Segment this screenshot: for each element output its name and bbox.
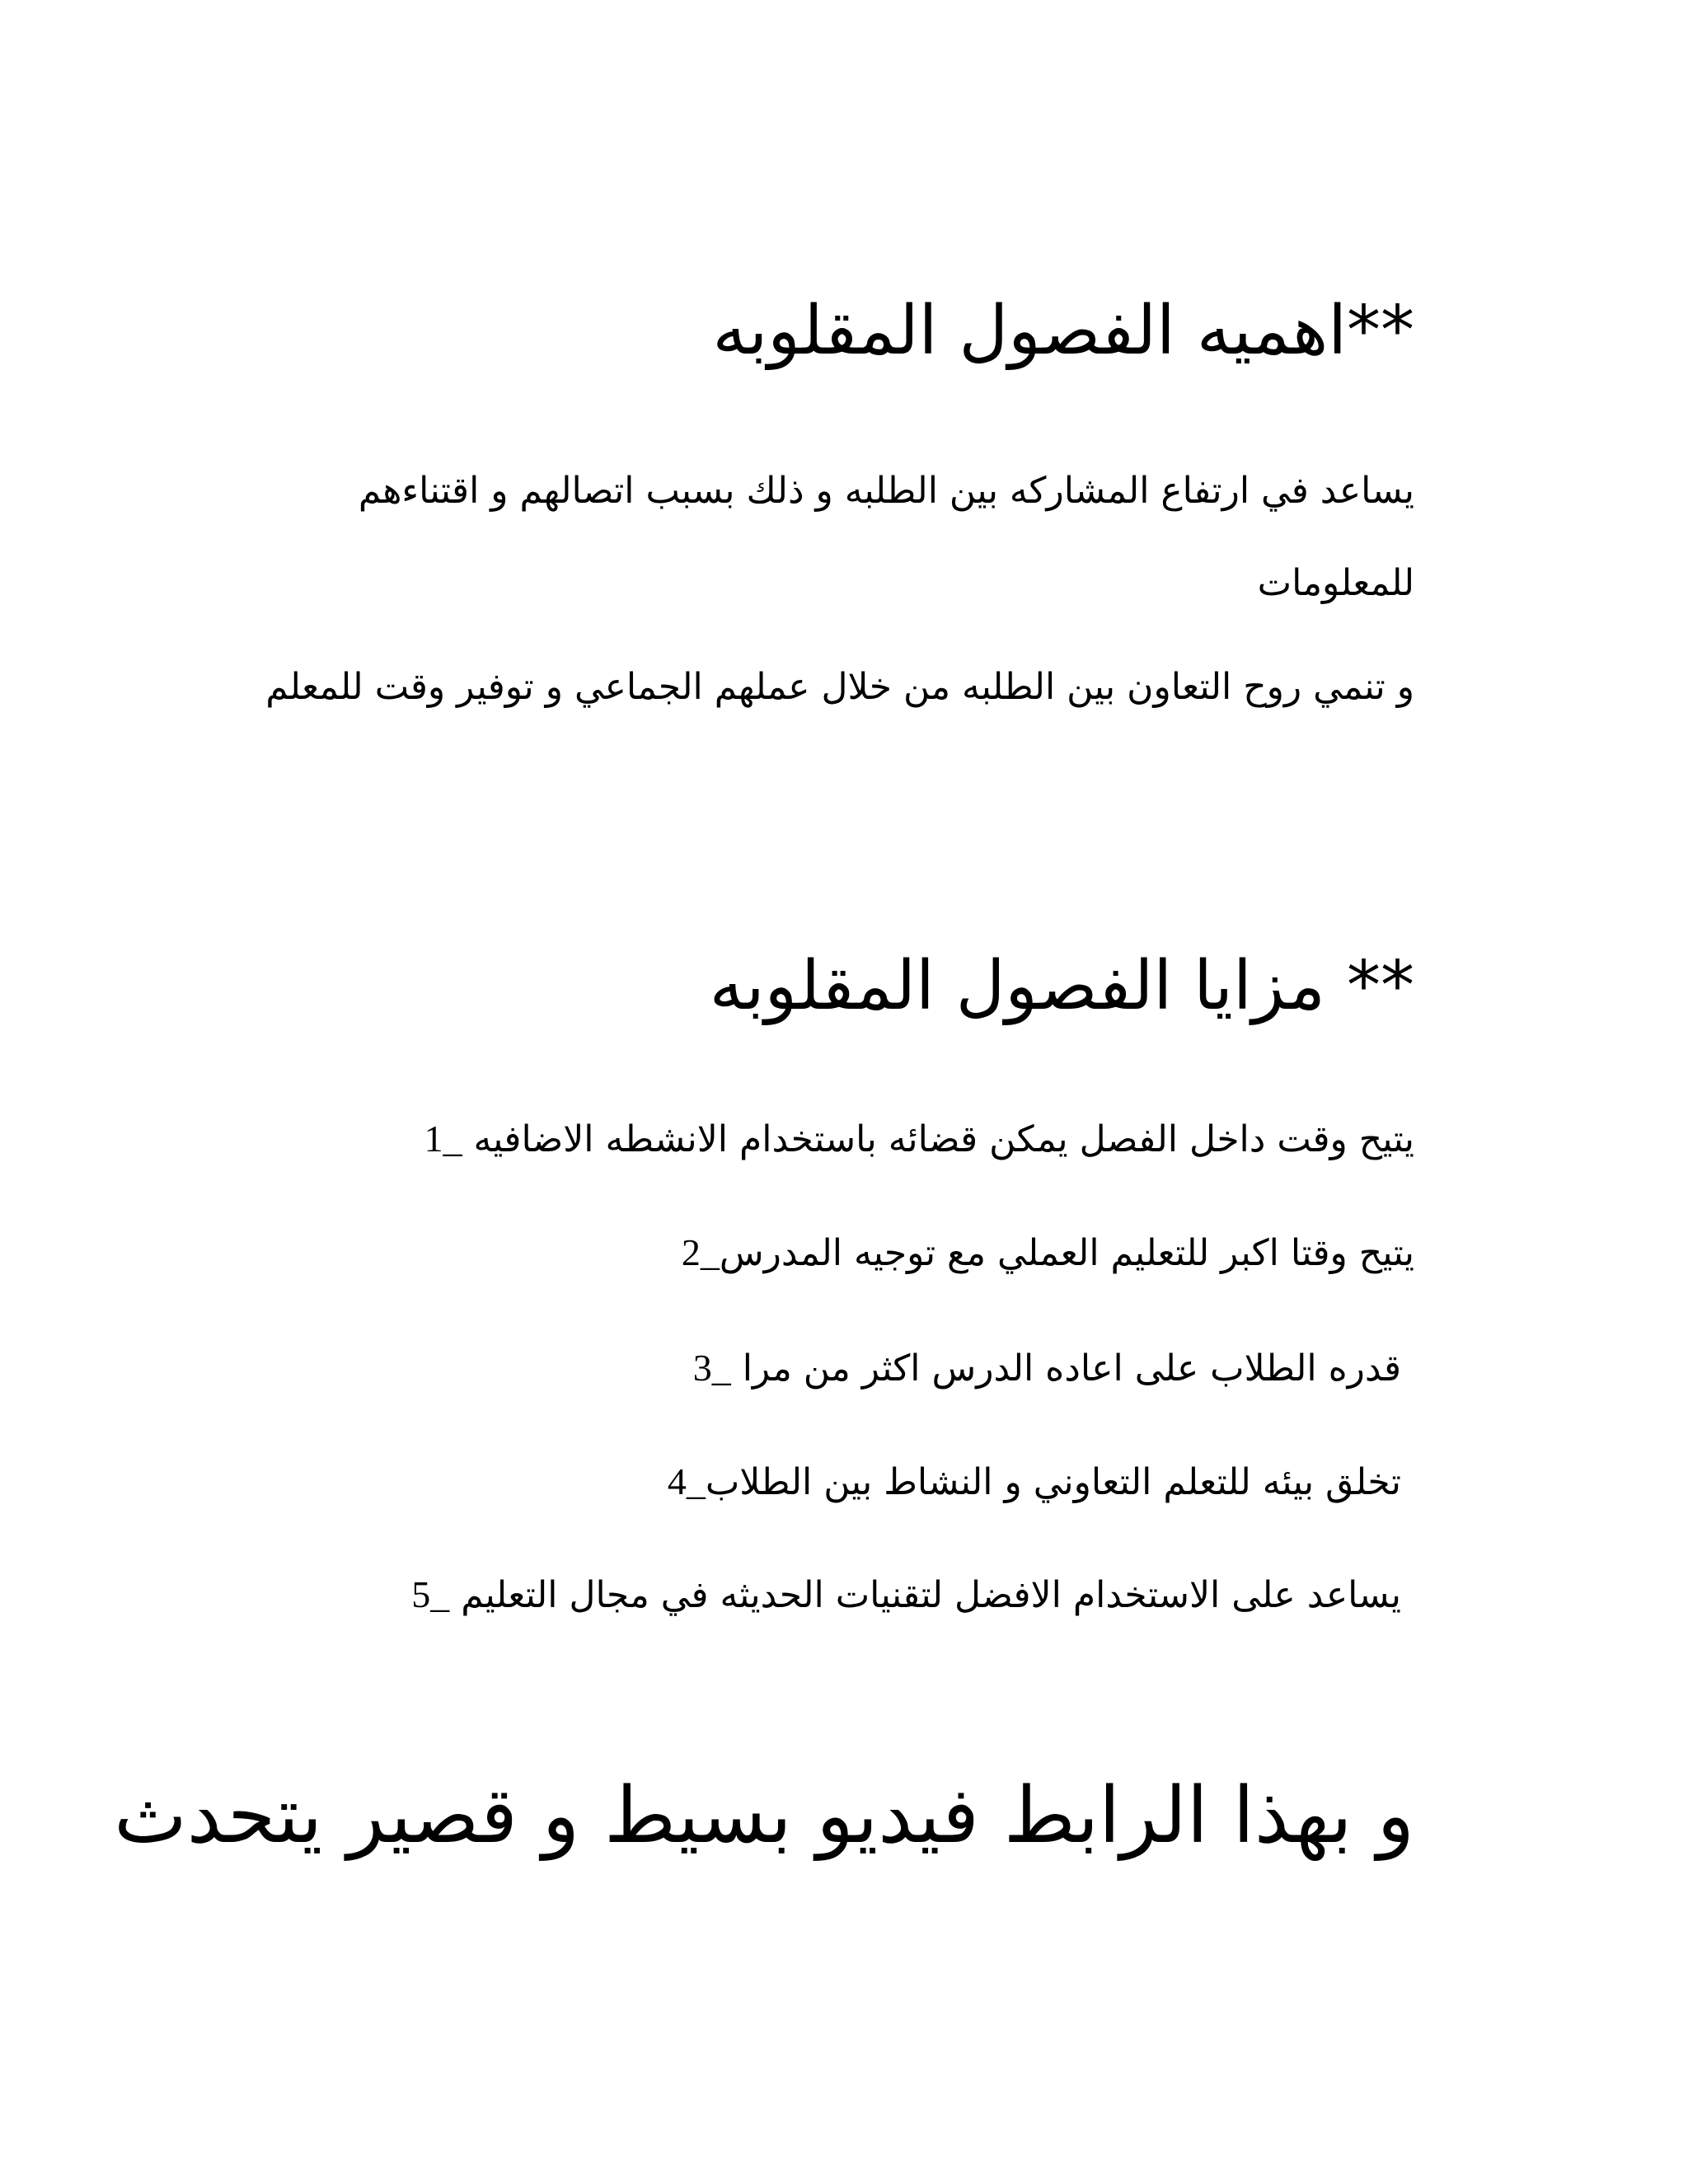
advantage-item-4	[668, 1457, 1401, 1507]
advantage-item-text: تخلق بيئه للتعلم التعاوني و النشاط بين الطلاب	[705, 1461, 1401, 1503]
advantage-item-2	[682, 1228, 1414, 1277]
section-heading-importance: **اهميه الفصول المقلوبه	[712, 292, 1414, 370]
closing-line: و بهذا الرابط فيديو بسيط و قصير يتحدث	[114, 1771, 1414, 1861]
advantage-item-text: يساعد على الاستخدام الافضل لتقنيات الحديثه في مجال التعليم	[449, 1574, 1401, 1616]
advantage-item-text: قدره الطلاب على اعاده الدرس اكثر من مرا	[730, 1347, 1401, 1390]
advantage-item-text: يتيح وقتا اكبر للتعليم العملي مع توجيه المدرس	[719, 1232, 1414, 1274]
paragraph-participation: يساعد في ارتفاع المشاركه بين الطلبه و ذلك بسبب اتصالهم و اقتناءهم للمعلومات	[358, 470, 1414, 604]
advantage-item-number: _3	[692, 1347, 731, 1389]
advantage-item-5	[411, 1570, 1401, 1619]
advantage-item-number: _4	[667, 1460, 706, 1502]
paragraph-cooperation: و تنمي روح التعاون بين الطلبه من خلال عملهم الجماعي و توفير وقت للمعلم	[265, 666, 1414, 708]
advantage-item-number: _1	[424, 1118, 462, 1160]
advantage-item-text: يتيح وقت داخل الفصل يمكن قضائه باستخدام الانشطه الاضافيه	[462, 1118, 1414, 1160]
section-heading-advantages: ** مزايا الفصول المقلوبه	[709, 947, 1414, 1025]
advantage-item-1	[424, 1114, 1414, 1164]
advantage-item-number: _2	[681, 1231, 720, 1273]
advantage-item-3	[693, 1343, 1401, 1393]
advantage-item-number: _5	[411, 1573, 450, 1615]
